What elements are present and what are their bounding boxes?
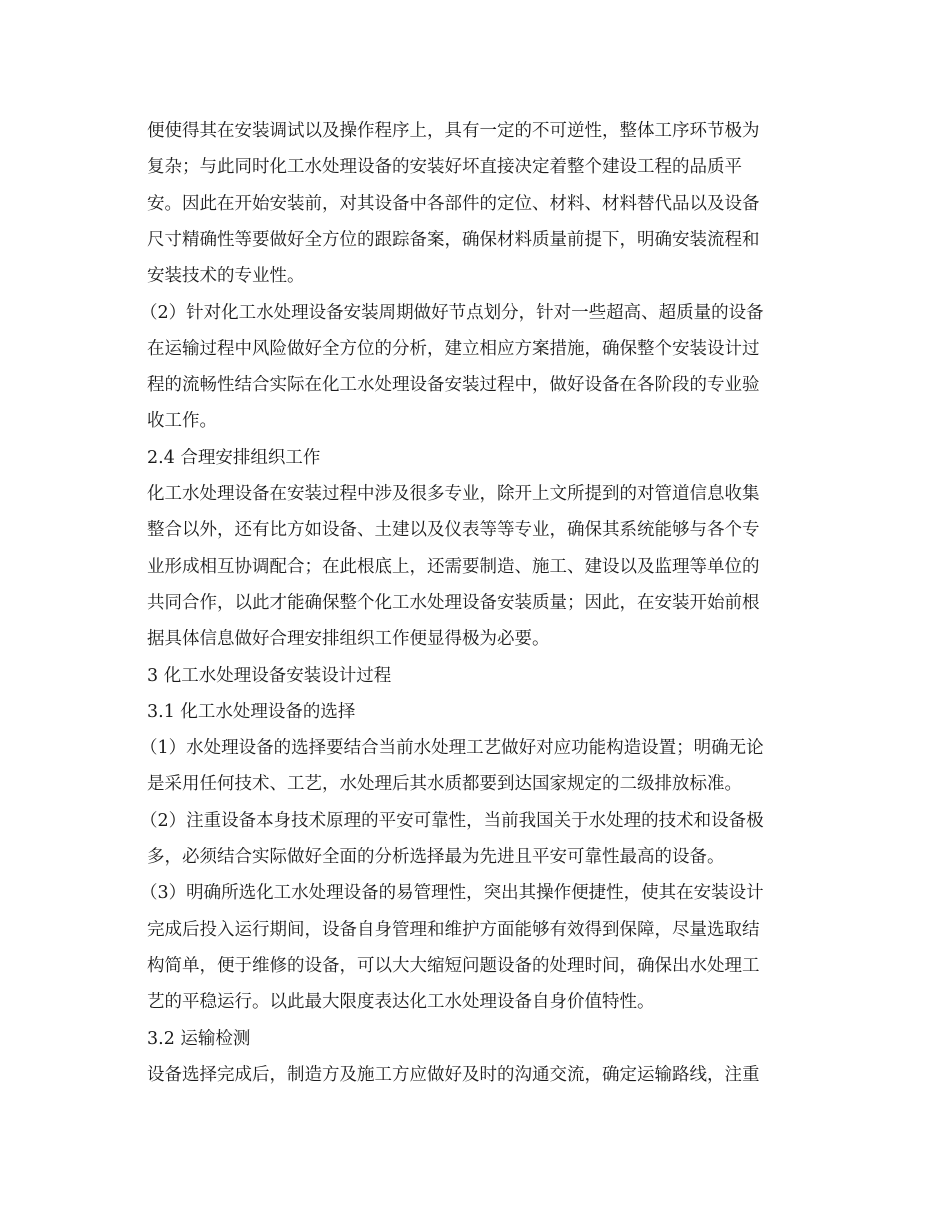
section-heading: 3.2 运输检测 (147, 1029, 251, 1049)
paragraph-line: 多，必须结合实际做好全面的分析选择最为先进且平安可靠性最高的设备。 (147, 847, 725, 867)
paragraph-line: 在运输过程中风险做好全方位的分析，建立相应方案措施，确保整个安装设计过 (147, 339, 760, 359)
paragraph-line: 程的流畅性结合实际在化工水处理设备安装过程中，做好设备在各阶段的专业验 (147, 375, 760, 395)
paragraph-line: 复杂；与此同时化工水处理设备的安装好坏直接决定着整个建设工程的品质平 (147, 157, 742, 177)
list-item-line: （1）水处理设备的选择要结合当前水处理工艺做好对应功能构造设置；明确无论 (140, 738, 764, 758)
paragraph-line: 艺的平稳运行。以此最大限度表达化工水处理设备自身价值特性。 (147, 992, 655, 1012)
section-heading: 3.1 化工水处理设备的选择 (147, 702, 356, 722)
list-item-line: （3）明确所选化工水处理设备的易管理性，突出其操作便捷性，使其在安装设计 (140, 883, 764, 903)
paragraph-line: 业形成相互协调配合；在此根底上，还需要制造、施工、建设以及监理等单位的 (147, 557, 760, 577)
paragraph-line: 便使得其在安装调试以及操作程序上，具有一定的不可逆性，整体工序环节极为 (147, 121, 760, 141)
list-item-line: （2）针对化工水处理设备安装周期做好节点划分，针对一些超高、超质量的设备 (140, 303, 764, 323)
paragraph-line: 收工作。 (147, 411, 217, 431)
paragraph-line: 化工水处理设备在安装过程中涉及很多专业，除开上文所提到的对管道信息收集 (147, 484, 760, 504)
paragraph-line: 安装技术的专业性。 (147, 266, 305, 286)
paragraph-line: 设备选择完成后，制造方及施工方应做好及时的沟通交流，确定运输路线，注重 (147, 1065, 760, 1085)
list-item-line: （2）注重设备本身技术原理的平安可靠性，当前我国关于水处理的技术和设备极 (140, 811, 764, 831)
paragraph-line: 完成后投入运行期间，设备自身管理和维护方面能够有效得到保障，尽量选取结 (147, 920, 760, 940)
paragraph-line: 整合以外，还有比方如设备、土建以及仪表等等专业，确保其系统能够与各个专 (147, 520, 760, 540)
paragraph-line: 安。因此在开始安装前，对其设备中各部件的定位、材料、材料替代品以及设备 (147, 194, 760, 214)
section-heading: 3 化工水处理设备安装设计过程 (147, 666, 392, 686)
paragraph-line: 尺寸精确性等要做好全方位的跟踪备案，确保材料质量前提下，明确安装流程和 (147, 230, 760, 250)
paragraph-line: 是采用任何技术、工艺，水处理后其水质都要到达国家规定的二级排放标准。 (147, 774, 742, 794)
paragraph-line: 共同合作，以此才能确保整个化工水处理设备安装质量；因此，在安装开始前根 (147, 593, 760, 613)
section-heading: 2.4 合理安排组织工作 (147, 448, 321, 468)
paragraph-line: 据具体信息做好合理安排组织工作便显得极为必要。 (147, 629, 550, 649)
paragraph-line: 构简单，便于维修的设备，可以大大缩短问题设备的处理时间，确保出水处理工 (147, 956, 760, 976)
